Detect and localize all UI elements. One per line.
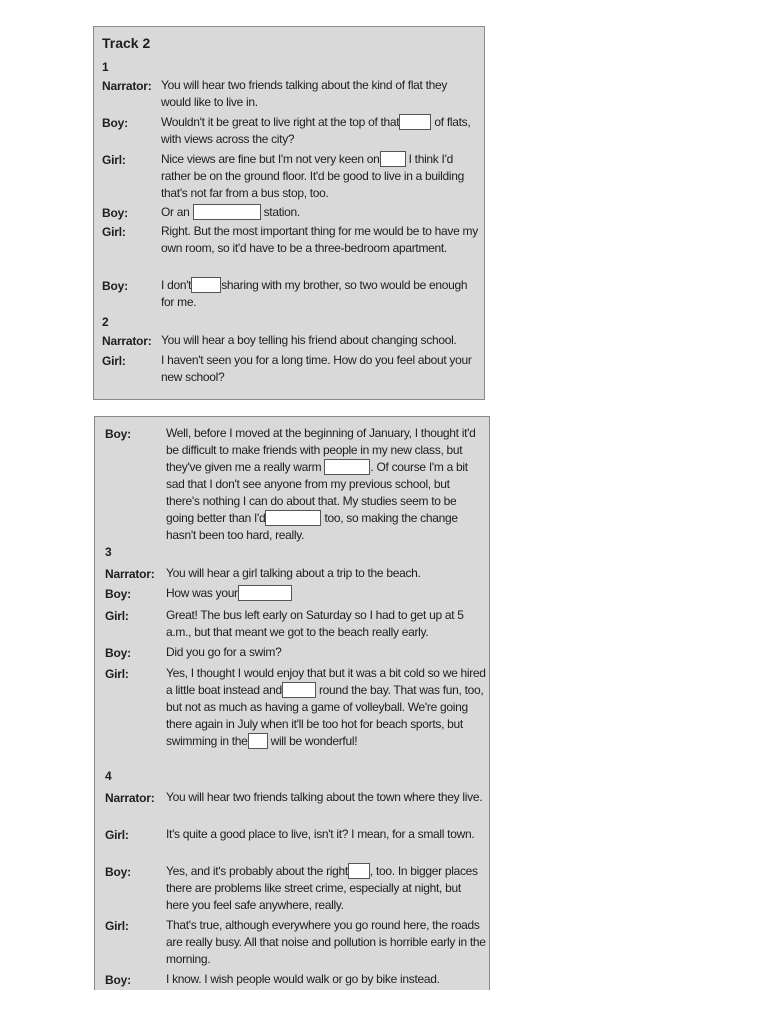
speaker-label: Boy: <box>105 427 131 441</box>
speaker-label: Boy: <box>105 865 131 879</box>
answer-gap-10[interactable] <box>348 863 370 879</box>
girl-line: Right. But the most important thing for me would be to have my own room, so it'd have to be a three-bedroom apartment. <box>161 224 478 255</box>
girl-line: That's true, although everywhere you go round here, the roads are really busy. All that noise and pollution is horrible early in the morning. <box>166 918 486 966</box>
section-number-1: 1 <box>102 60 109 74</box>
answer-gap-4[interactable] <box>191 277 221 293</box>
speaker-label: Boy: <box>105 973 131 987</box>
speaker-label: Narrator: <box>105 567 155 581</box>
answer-gap-5[interactable] <box>324 459 370 475</box>
answer-gap-8[interactable] <box>282 682 316 698</box>
girl-line: Great! The bus left early on Saturday so I had to get up at 5 a.m., but that meant we got to the beach really early. <box>166 608 464 639</box>
girl-line: Nice views are fine but I'm not very keen on I think I'd rather be on the ground floor. It'd be good to live in a building that's not far from a bus stop, too. <box>161 152 465 200</box>
speaker-label: Boy: <box>105 587 131 601</box>
answer-gap-9[interactable] <box>248 733 268 749</box>
girl-line: It's quite a good place to live, isn't it? I mean, for a small town. <box>166 827 475 841</box>
speaker-label: Girl: <box>102 225 126 239</box>
narrator-line: You will hear two friends talking about the kind of flat they would like to live in. <box>161 78 448 109</box>
boy-line: Did you go for a swim? <box>166 645 282 659</box>
answer-gap-1[interactable] <box>399 114 431 130</box>
speaker-label: Boy: <box>102 206 128 220</box>
answer-gap-6[interactable] <box>265 510 321 526</box>
girl-line: Yes, I thought I would enjoy that but it was a bit cold so we hired a little boat instead and round the bay. That was fun, too, but not as much as having a game of volleyball. We're going there again in July when it'll be too hot for beach sports, but swimming in the will be wonderful! <box>166 666 486 748</box>
speaker-label: Narrator: <box>102 334 152 348</box>
speaker-label: Girl: <box>102 153 126 167</box>
speaker-label: Boy: <box>102 279 128 293</box>
speaker-label: Boy: <box>105 646 131 660</box>
speaker-label: Girl: <box>105 828 129 842</box>
boy-line: Wouldn't it be great to live right at the top of that of flats, with views across the city? <box>161 115 471 146</box>
narrator-line: You will hear a girl talking about a trip to the beach. <box>166 566 421 580</box>
speaker-label: Narrator: <box>102 79 152 93</box>
narrator-line: You will hear a boy telling his friend about changing school. <box>161 333 457 347</box>
boy-line: How was your <box>166 585 486 602</box>
boy-line: I don't sharing with my brother, so two would be enough for me. <box>161 278 468 309</box>
boy-line: I know. I wish people would walk or go by bike instead. <box>166 972 440 986</box>
transcript-panel-2 <box>94 416 490 990</box>
answer-gap-3[interactable] <box>193 204 261 220</box>
transcript-panel-1 <box>93 26 485 400</box>
section-number-3: 3 <box>105 545 112 559</box>
speaker-label: Girl: <box>105 609 129 623</box>
track-title: Track 2 <box>102 35 151 51</box>
section-number-2: 2 <box>102 315 109 329</box>
girl-line: I haven't seen you for a long time. How do you feel about your new school? <box>161 353 472 384</box>
answer-gap-2[interactable] <box>380 151 406 167</box>
speaker-label: Girl: <box>102 354 126 368</box>
boy-line: Yes, and it's probably about the right , too. In bigger places there are problems like street crime, especially at night, but here you feel safe anywhere, really. <box>166 864 478 912</box>
boy-line: Well, before I moved at the beginning of January, I thought it'd be difficult to make friends with people in my new class, but they've given me a really warm . Of course I'm a bit sad that I don't see anyone from my previous school, but there's nothing I can do about that. My studies seem to be going better than I'd too, so making the change hasn't been too hard, really. <box>166 426 476 542</box>
speaker-label: Narrator: <box>105 791 155 805</box>
section-number-4: 4 <box>105 769 112 783</box>
boy-line: Or an station. <box>161 205 300 219</box>
speaker-label: Girl: <box>105 667 129 681</box>
answer-gap-7[interactable] <box>238 585 292 601</box>
speaker-label: Girl: <box>105 919 129 933</box>
speaker-label: Boy: <box>102 116 128 130</box>
narrator-line: You will hear two friends talking about the town where they live. <box>166 790 483 804</box>
